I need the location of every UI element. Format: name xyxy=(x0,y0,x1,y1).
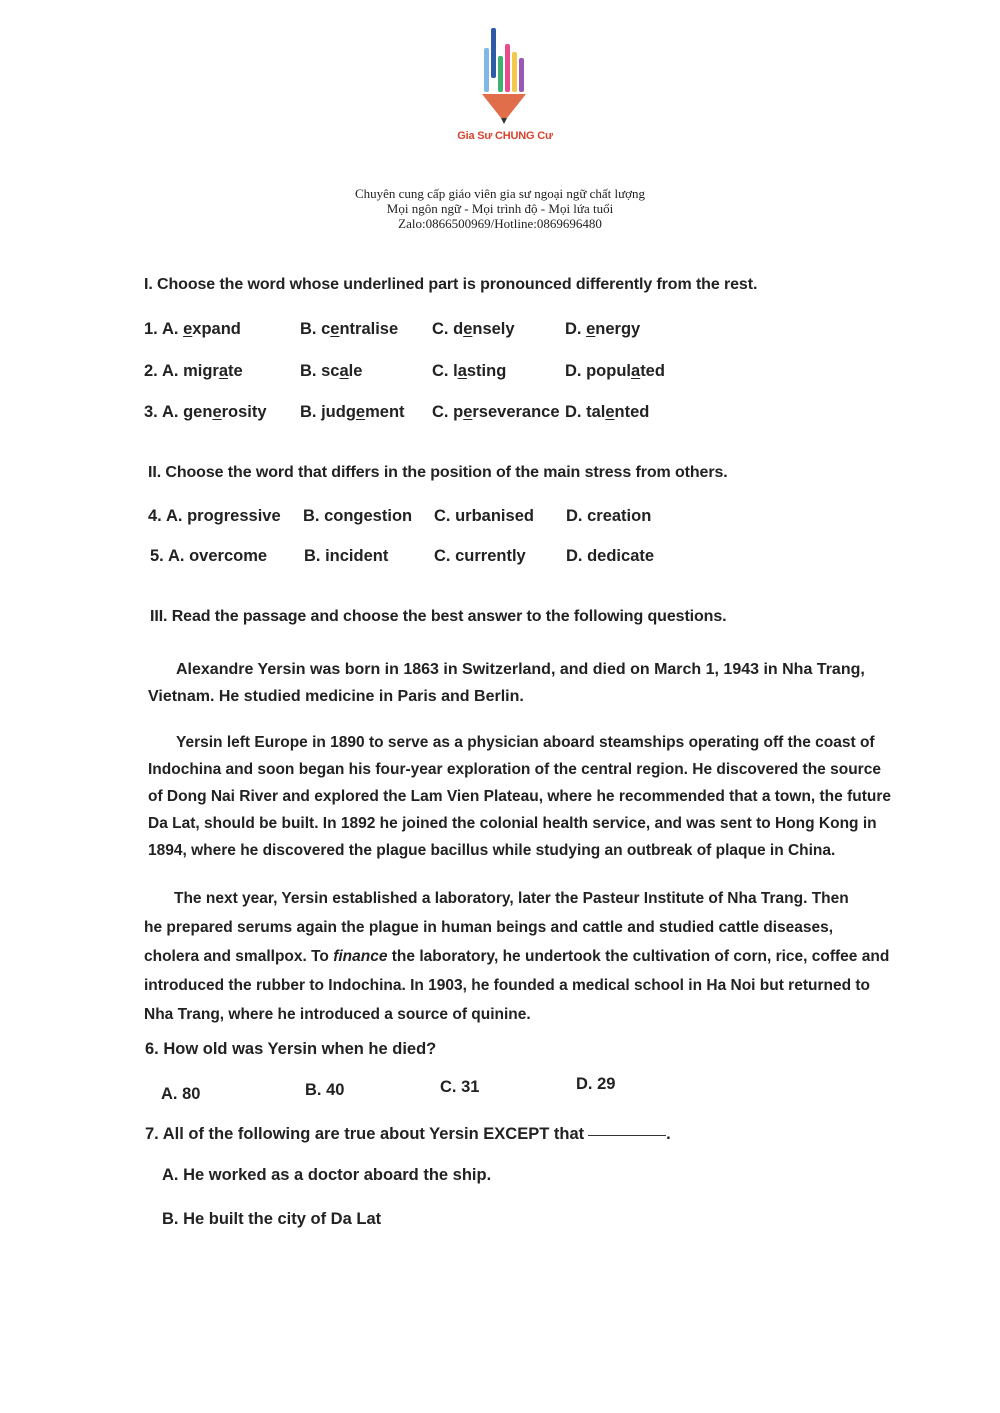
emphasized-word: finance xyxy=(333,948,388,965)
option-label: A. xyxy=(162,362,179,380)
option-word: generosity xyxy=(183,403,267,421)
question-7: 7. All of the following are true about Yersin EXCEPT that . xyxy=(145,1125,671,1143)
option-word: lasting xyxy=(453,362,507,380)
logo-bar xyxy=(519,58,524,92)
option-word: densely xyxy=(453,320,515,338)
option-label: A. xyxy=(162,403,179,421)
pencil-bars-icon xyxy=(455,26,555,130)
option-word: energy xyxy=(586,320,641,338)
passage-line: Indochina and soon began his four-year exploration of the central region. He discovered the source xyxy=(148,761,881,778)
passage-line: introduced the rubber to Indochina. In 1903, he founded a medical school in Ha Noi but returned to xyxy=(144,977,870,994)
option-word: migrate xyxy=(183,362,243,380)
passage-line: Alexandre Yersin was born in 1863 in Switzerland, and died on March 1, 1943 in Nha Trang, xyxy=(176,661,865,678)
option-label: B. xyxy=(304,547,321,565)
passage-line: Nha Trang, where he introduced a source of quinine. xyxy=(144,1006,531,1023)
option-label: C. xyxy=(432,403,449,421)
option-word: dedicate xyxy=(587,547,655,565)
option-word: congestion xyxy=(324,507,413,525)
option-label: B. xyxy=(300,362,317,380)
option-word: populated xyxy=(586,362,665,380)
passage-paragraph-3 xyxy=(144,884,890,1029)
pencil-tip xyxy=(482,94,526,118)
option-word: overcome xyxy=(189,547,268,565)
logo-name: Gia Sư CHUNG Cư xyxy=(457,130,553,142)
passage-line: he prepared serums again the plague in human beings and cattle and studied cattle diseases, xyxy=(144,919,834,936)
option-word: currently xyxy=(455,547,526,565)
option-label: A. xyxy=(162,320,179,338)
question-1 xyxy=(144,320,641,339)
tagline-line: Chuyên cung cấp giáo viên gia sư ngoại ngữ chất lượng xyxy=(354,186,646,201)
passage-line: cholera and smallpox. To finance the laboratory, he undertook the cultivation of corn, rice, coffee and xyxy=(144,948,890,965)
passage-paragraph-2 xyxy=(148,729,891,864)
option-word: urbanised xyxy=(455,507,534,525)
logo-bar xyxy=(512,52,517,92)
logo xyxy=(455,26,555,151)
tagline-line: Mọi ngôn ngữ - Mọi trình độ - Mọi lứa tuổi xyxy=(386,201,614,216)
option-label: D. xyxy=(565,403,582,421)
q6-option-a: A. 80 xyxy=(161,1085,201,1103)
logo-bar xyxy=(498,56,503,92)
passage-line: Vietnam. He studied medicine in Paris and Berlin. xyxy=(148,688,524,705)
q7-option-b: B. He built the city of Da Lat xyxy=(162,1210,382,1228)
section-1-title: I. Choose the word whose underlined part is pronounced differently from the rest. xyxy=(144,276,758,293)
option-label: D. xyxy=(565,362,582,380)
option-word: expand xyxy=(183,320,241,338)
answer-blank xyxy=(588,1135,666,1136)
option-label: C. xyxy=(434,547,451,565)
option-word: incident xyxy=(325,547,389,565)
option-label: C. xyxy=(432,320,449,338)
tagline xyxy=(250,186,750,231)
question-3 xyxy=(144,403,650,422)
question-number: 4. xyxy=(148,507,162,525)
logo-bar xyxy=(505,44,510,92)
passage-line: Yersin left Europe in 1890 to serve as a physician aboard steamships operating off the coast of xyxy=(176,734,875,751)
option-word: judgement xyxy=(321,403,405,421)
option-word: centralise xyxy=(321,320,399,338)
question-5 xyxy=(150,547,655,566)
option-label: B. xyxy=(300,320,317,338)
option-label: A. xyxy=(168,547,185,565)
logo-bar xyxy=(484,48,489,92)
tagline-contact: Zalo:0866500969/Hotline:0869696480 xyxy=(398,216,602,231)
passage-line: 1894, where he discovered the plague bacillus while studying an outbreak of plaque in China. xyxy=(148,842,836,859)
q6-option-b: B. 40 xyxy=(305,1081,345,1099)
question-number: 3. xyxy=(144,403,158,421)
option-word: progressive xyxy=(187,507,281,525)
option-label: A. xyxy=(166,507,183,525)
question-4 xyxy=(148,507,652,526)
option-word: perseverance xyxy=(453,403,560,421)
option-word: talented xyxy=(586,403,650,421)
passage-line: Da Lat, should be built. In 1892 he joined the colonial health service, and was sent to Hong Kong in xyxy=(148,815,877,832)
question-number: 2. xyxy=(144,362,158,380)
logo-bar xyxy=(491,28,496,78)
option-label: D. xyxy=(566,547,583,565)
option-word: scale xyxy=(321,362,363,380)
option-label: D. xyxy=(565,320,582,338)
option-label: C. xyxy=(432,362,449,380)
option-label: B. xyxy=(300,403,317,421)
passage-paragraph-1 xyxy=(148,656,868,710)
q6-option-d: D. 29 xyxy=(576,1075,616,1093)
option-label: B. xyxy=(303,507,320,525)
passage-line: of Dong Nai River and explored the Lam Vien Plateau, where he recommended that a town, the future xyxy=(148,788,891,805)
option-label: C. xyxy=(434,507,451,525)
question-2 xyxy=(144,362,665,381)
option-word: creation xyxy=(587,507,652,525)
q6-option-c: C. 31 xyxy=(440,1078,480,1096)
question-number: 5. xyxy=(150,547,164,565)
passage-line: The next year, Yersin established a laboratory, later the Pasteur Institute of Nha Trang. Then xyxy=(174,890,849,907)
section-3-title: III. Read the passage and choose the best answer to the following questions. xyxy=(150,608,727,625)
question-6: 6. How old was Yersin when he died? xyxy=(145,1040,437,1058)
question-number: 1. xyxy=(144,320,158,338)
section-2-title: II. Choose the word that differs in the position of the main stress from others. xyxy=(148,464,728,481)
q7-option-a: A. He worked as a doctor aboard the ship. xyxy=(162,1166,492,1184)
option-label: D. xyxy=(566,507,583,525)
